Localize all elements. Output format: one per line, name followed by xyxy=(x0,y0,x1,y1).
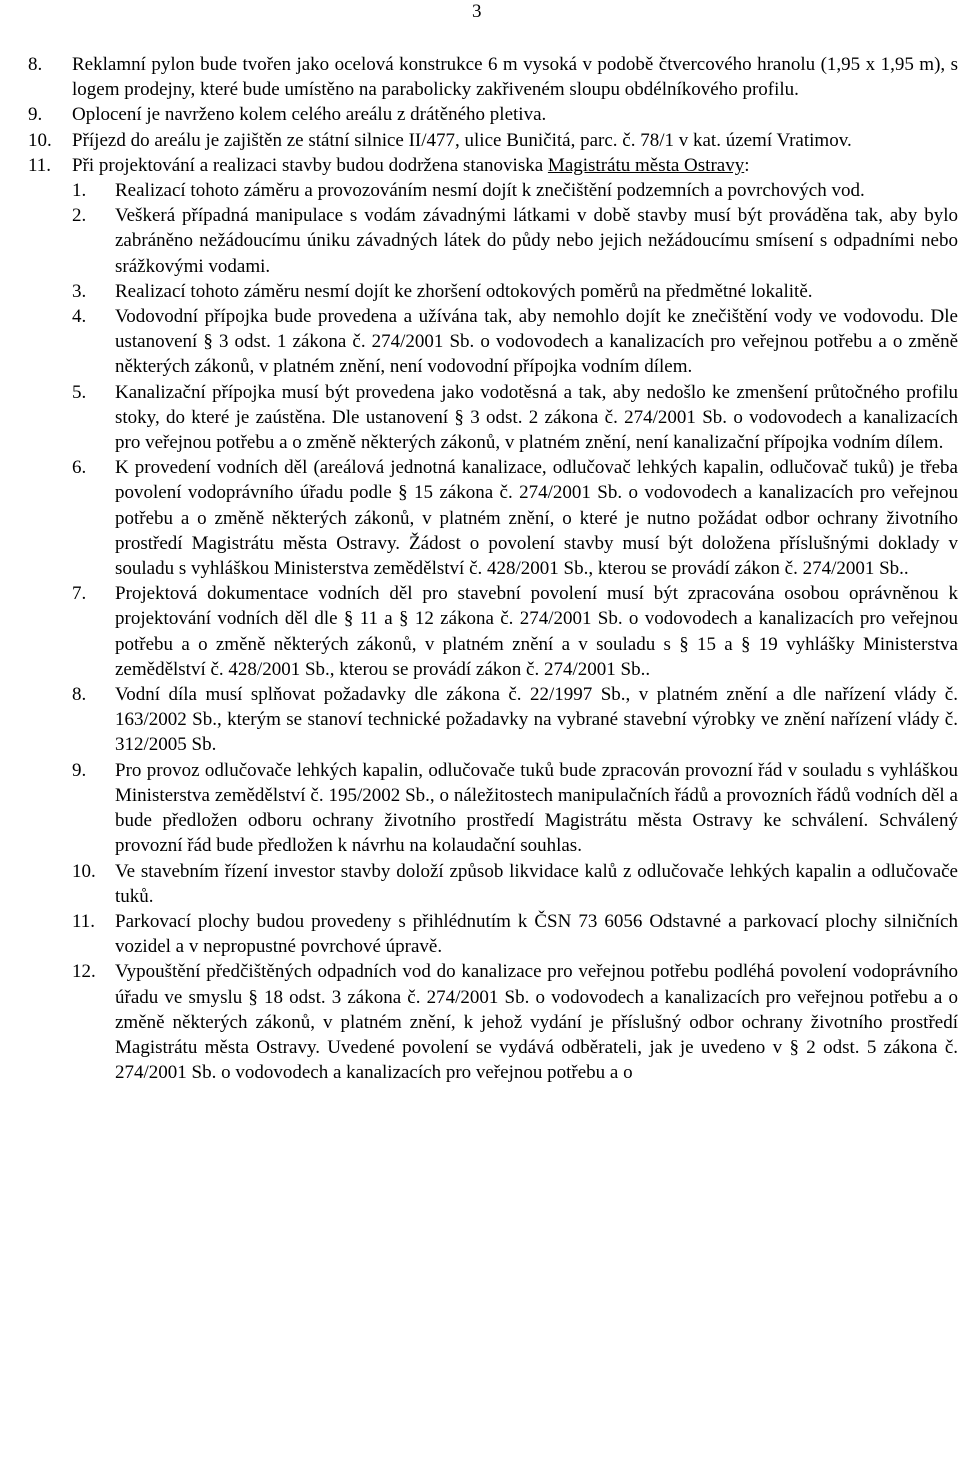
condition-text: Veškerá případná manipulace s vodám závadnými látkami v době stavby musí být prováděna tak, aby bylo zabráněno nežádoucímu úniku závadných látek do půdy nebo jejich nežádoucímu smísení s odpadními nebo srážkovými vodami. xyxy=(115,205,958,277)
condition-item xyxy=(72,859,958,909)
conditions-sublist xyxy=(72,178,958,1085)
condition-text: Pro provoz odlučovače lehkých kapalin, odlučovače tuků bude zpracován provozní řád v souladu s vyhláškou Ministerstva zemědělství č. 195/2002 Sb., o náležitostech manipulačních řádů a provozních řádů vodních děl a bude předložen odboru ochrany životního prostředí Magistrátu města Ostravy ke schválení. Schválený provozní řád bude předložen k návrhu na kolaudační souhlas. xyxy=(115,759,958,857)
condition-text: Vodní díla musí splňovat požadavky dle zákona č. 22/1997 Sb., v platném znění a dle nařízení vlády č. 163/2002 Sb., kterým se stanoví technické požadavky na vybrané stavební výrobky ve znění nařízení vlády č. 312/2005 Sb. xyxy=(115,684,958,756)
condition-number: 10. xyxy=(72,860,96,882)
list-item-number: 9. xyxy=(28,104,43,126)
list-item-text: Příjezd do areálu je zajištěn ze státní silnice II/477, ulice Buničitá, parc. č. 78/1 v kat. území Vratimov. xyxy=(72,129,852,151)
condition-item xyxy=(72,455,958,581)
condition-number: 7. xyxy=(72,583,87,605)
condition-number: 6. xyxy=(72,457,87,479)
condition-text: Realizací tohoto záměru nesmí dojít ke zhoršení odtokových poměrů na předmětné lokalitě. xyxy=(115,280,813,302)
condition-text: Kanalizační přípojka musí být provedena jako vodotěsná a tak, aby nedošlo ke zmenšení průtočného profilu stoky, do které je zaústěna. Dle ustanovení § 3 odst. 2 zákona č. 274/2001 Sb. o vodovodech a kanalizacích pro veřejnou potřebu a o změně některých zákonů, v platném znění, není kanalizační přípojka vodním dílem. xyxy=(115,381,958,454)
condition-number: 8. xyxy=(72,684,87,706)
list-item-number: 10. xyxy=(28,129,52,151)
condition-item xyxy=(72,581,958,682)
condition-item xyxy=(72,909,958,959)
list-item xyxy=(28,102,958,127)
condition-item xyxy=(72,304,958,380)
list-item xyxy=(28,153,958,178)
condition-text: Ve stavebním řízení investor stavby doloží způsob likvidace kalů z odlučovače lehkých kapalin a odlučovače tuků. xyxy=(115,860,958,907)
condition-item xyxy=(72,758,958,859)
condition-text: Projektová dokumentace vodních děl pro stavební povolení musí být zpracována osobou oprávněnou k projektování vodních děl dle § 11 a § 12 zákona č. 274/2001 Sb. o vodovodech a kanalizacích pro veřejnou potřebu a o změně některých zákonů, v platném znění a v souladu s § 15 a § 19 vyhlášky Ministerstva zemědělství č. 428/2001 Sb., kterou se provádí zákon č. 274/2001 Sb.. xyxy=(115,583,958,680)
list-item-text xyxy=(72,153,958,178)
condition-number: 12. xyxy=(72,961,96,983)
condition-text: K provedení vodních děl (areálová jednotná kanalizace, odlučovač lehkých kapalin, odlučovač tuků) je třeba povolení vodoprávního úřadu podle § 15 zákona č. 274/2001 Sb. o vodovodech a kanalizacích pro veřejnou potřebu a o změně některých zákonů, v platném znění, o které je nutno požádat odbor ochrany životního prostředí Magistrátu města Ostravy. Žádost o povolení stavby musí být doložena příslušnými doklady v souladu s vyhláškou Ministerstva zemědělství č. 428/2001 Sb., kterou se provádí zákon č. 274/2001 Sb.. xyxy=(115,457,958,580)
condition-number: 11. xyxy=(72,910,96,932)
list-item-text: Oplocení je navrženo kolem celého areálu z drátěného pletiva. xyxy=(72,104,547,126)
condition-item xyxy=(72,279,958,304)
condition-number: 3. xyxy=(72,280,87,302)
document-body xyxy=(28,52,958,1085)
condition-item xyxy=(72,203,958,279)
condition-number: 2. xyxy=(72,205,87,227)
list-item xyxy=(28,52,958,102)
page-number: 3 xyxy=(472,1,482,22)
condition-text: Vypouštění předčištěných odpadních vod do kanalizace pro veřejnou potřebu podléhá povolení vodoprávního úřadu ve smyslu § 18 odst. 3 zákona č. 274/2001 Sb. o vodovodech a kanalizacích pro veřejnou potřebu a o změně některých zákonů, v platném znění, k jehož vydání je příslušný odbor ochrany životního prostředí Magistrátu města Ostravy. Uvedené povolení se vydává odběrateli, jak je uvedeno v § 2 odst. 5 zákona č. 274/2001 Sb. o vodovodech a kanalizacích pro veřejnou potřebu a o xyxy=(115,961,958,1084)
condition-text: Vodovodní přípojka bude provedena a užívána tak, aby nemohlo dojít ke znečištění vody ve vodovodu. Dle ustanovení § 3 odst. 1 zákona č. 274/2001 Sb. o vodovodech a kanalizacích pro veřejnou potřebu a o změně některých zákonů, v platném znění, není vodovodní přípojka vodním dílem. xyxy=(115,306,958,378)
list-item-number: 8. xyxy=(28,54,43,75)
condition-number: 5. xyxy=(72,381,87,403)
condition-item xyxy=(72,380,958,456)
condition-item xyxy=(72,178,958,203)
condition-item xyxy=(72,682,958,758)
list-item xyxy=(28,128,958,153)
authority-name-underlined: Magistrátu města Ostravy xyxy=(547,154,745,176)
list-item-text-start: Při projektování a realizaci stavby budou dodržena stanoviska xyxy=(72,154,548,176)
list-item-text-end: : xyxy=(744,154,750,176)
list-item-text: Reklamní pylon bude tvořen jako ocelová konstrukce 6 m vysoká v podobě čtvercového hranolu (1,95 x 1,95 m), s logem prodejny, které bude umístěno na parabolicky zakřiveném sloupu obdélníkového profilu. xyxy=(72,54,958,101)
condition-number: 9. xyxy=(72,759,87,781)
condition-text: Parkovací plochy budou provedeny s přihlédnutím k ČSN 73 6056 Odstavné a parkovací plochy silničních vozidel a v nepropustné povrchové úpravě. xyxy=(115,910,958,958)
condition-number: 4. xyxy=(72,306,87,328)
condition-item xyxy=(72,959,958,1085)
condition-number: 1. xyxy=(72,180,87,202)
list-item-number: 11. xyxy=(28,154,52,176)
condition-text: Realizací tohoto záměru a provozováním nesmí dojít k znečištění podzemních a povrchových vod. xyxy=(115,180,865,202)
